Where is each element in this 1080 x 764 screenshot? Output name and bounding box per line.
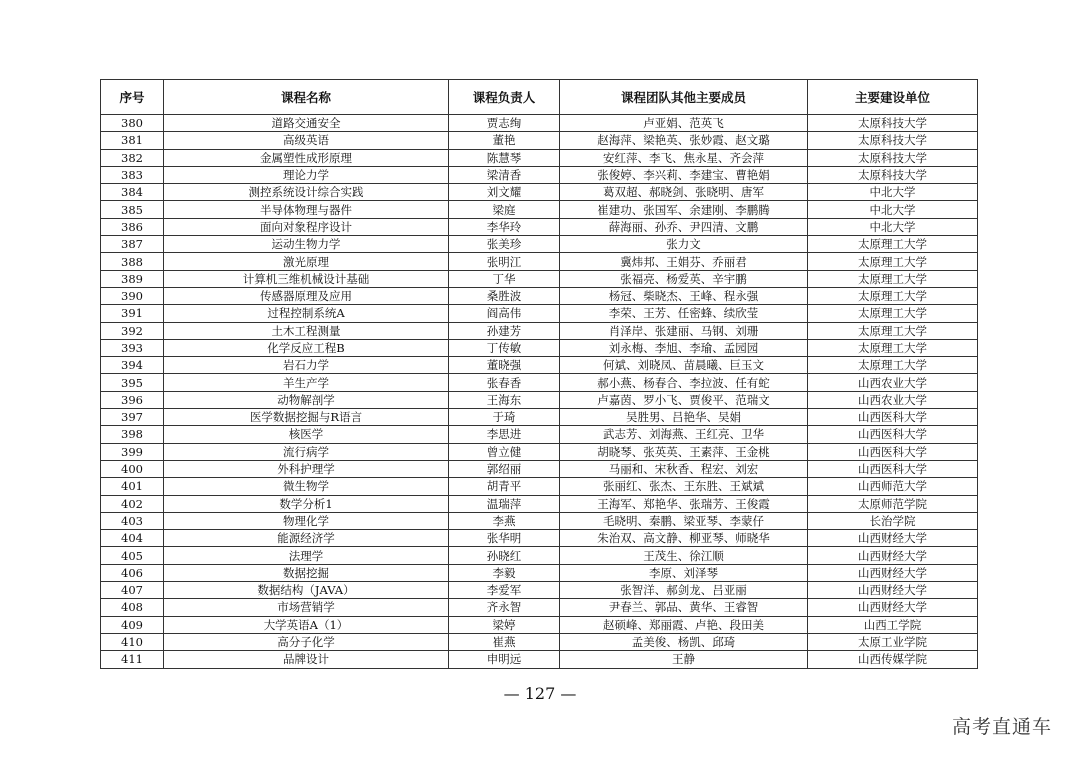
table-row [101, 184, 978, 201]
cell-institution: 太原师范学院 [808, 495, 978, 512]
cell-course-name: 道路交通安全 [164, 115, 449, 132]
cell-index: 390 [101, 287, 164, 304]
cell-course-lead: 刘文耀 [449, 184, 560, 201]
table-row [101, 115, 978, 132]
cell-course-lead: 李思进 [449, 426, 560, 443]
cell-course-lead: 李燕 [449, 512, 560, 529]
cell-course-lead: 贾志绚 [449, 115, 560, 132]
cell-course-lead: 王海东 [449, 391, 560, 408]
cell-team-members: 李原、刘泽琴 [560, 564, 808, 581]
table-row [101, 149, 978, 166]
cell-team-members: 崔建功、张国军、余建刚、李鹏腾 [560, 201, 808, 218]
cell-institution: 山西传媒学院 [808, 651, 978, 668]
cell-course-name: 外科护理学 [164, 460, 449, 477]
table-row [101, 322, 978, 339]
cell-course-lead: 董艳 [449, 132, 560, 149]
table-row [101, 530, 978, 547]
cell-institution: 太原理工大学 [808, 322, 978, 339]
cell-index: 386 [101, 218, 164, 235]
cell-course-lead: 梁婷 [449, 616, 560, 633]
cell-institution: 太原理工大学 [808, 357, 978, 374]
cell-team-members: 赵硕峰、郑丽霞、卢艳、段田美 [560, 616, 808, 633]
cell-index: 383 [101, 166, 164, 183]
cell-course-lead: 孙晓红 [449, 547, 560, 564]
cell-institution: 中北大学 [808, 184, 978, 201]
cell-index: 400 [101, 460, 164, 477]
cell-course-name: 品牌设计 [164, 651, 449, 668]
cell-course-lead: 张春香 [449, 374, 560, 391]
cell-index: 408 [101, 599, 164, 616]
table-row [101, 582, 978, 599]
cell-team-members: 武志芳、刘海燕、王红亮、卫华 [560, 426, 808, 443]
cell-index: 401 [101, 478, 164, 495]
cell-course-lead: 李毅 [449, 564, 560, 581]
cell-institution: 山西师范大学 [808, 478, 978, 495]
cell-institution: 山西医科大学 [808, 443, 978, 460]
cell-index: 380 [101, 115, 164, 132]
cell-team-members: 冀炜邦、王娟芬、乔丽君 [560, 253, 808, 270]
cell-team-members: 赵海萍、梁艳英、张妙霞、赵文璐 [560, 132, 808, 149]
table-row [101, 599, 978, 616]
cell-course-lead: 曾立健 [449, 443, 560, 460]
cell-course-name: 面向对象程序设计 [164, 218, 449, 235]
cell-institution: 山西医科大学 [808, 426, 978, 443]
watermark-text: 高考直通车 [951, 716, 1052, 738]
cell-course-name: 数据结构（JAVA） [164, 582, 449, 599]
cell-institution: 太原科技大学 [808, 166, 978, 183]
cell-course-lead: 阎高伟 [449, 305, 560, 322]
cell-index: 389 [101, 270, 164, 287]
cell-course-name: 高级英语 [164, 132, 449, 149]
cell-institution: 太原理工大学 [808, 253, 978, 270]
cell-index: 404 [101, 530, 164, 547]
cell-institution: 山西医科大学 [808, 409, 978, 426]
header-course-lead: 课程负责人 [449, 80, 560, 115]
cell-institution: 长治学院 [808, 512, 978, 529]
cell-team-members: 马丽和、宋秋香、程宏、刘宏 [560, 460, 808, 477]
cell-institution: 山西财经大学 [808, 599, 978, 616]
cell-course-lead: 齐永智 [449, 599, 560, 616]
cell-institution: 太原理工大学 [808, 270, 978, 287]
cell-course-name: 数据挖掘 [164, 564, 449, 581]
cell-course-name: 半导体物理与器件 [164, 201, 449, 218]
cell-index: 381 [101, 132, 164, 149]
cell-index: 403 [101, 512, 164, 529]
cell-index: 382 [101, 149, 164, 166]
cell-course-lead: 张美珍 [449, 236, 560, 253]
table-row [101, 166, 978, 183]
table-row [101, 236, 978, 253]
table-row [101, 651, 978, 668]
table-row [101, 443, 978, 460]
header-institution: 主要建设单位 [808, 80, 978, 115]
cell-index: 410 [101, 633, 164, 650]
cell-course-name: 能源经济学 [164, 530, 449, 547]
header-index: 序号 [101, 80, 164, 115]
cell-index: 387 [101, 236, 164, 253]
cell-course-name: 运动生物力学 [164, 236, 449, 253]
cell-course-lead: 张华明 [449, 530, 560, 547]
table-row [101, 201, 978, 218]
cell-index: 405 [101, 547, 164, 564]
cell-course-name: 激光原理 [164, 253, 449, 270]
cell-course-lead: 崔燕 [449, 633, 560, 650]
cell-team-members: 毛晓明、秦鹏、梁亚琴、李蒙仔 [560, 512, 808, 529]
cell-team-members: 卢亚娟、范英飞 [560, 115, 808, 132]
cell-team-members: 李荣、王芳、任密蜂、续欣莹 [560, 305, 808, 322]
cell-course-name: 理论力学 [164, 166, 449, 183]
cell-course-name: 流行病学 [164, 443, 449, 460]
cell-course-name: 测控系统设计综合实践 [164, 184, 449, 201]
cell-index: 407 [101, 582, 164, 599]
table-row [101, 218, 978, 235]
table-row [101, 478, 978, 495]
cell-institution: 山西农业大学 [808, 391, 978, 408]
cell-course-lead: 李爱军 [449, 582, 560, 599]
table-row [101, 132, 978, 149]
cell-institution: 山西财经大学 [808, 564, 978, 581]
cell-index: 395 [101, 374, 164, 391]
cell-index: 392 [101, 322, 164, 339]
cell-team-members: 张丽红、张杰、王东胜、王斌斌 [560, 478, 808, 495]
cell-institution: 太原理工大学 [808, 236, 978, 253]
cell-institution: 太原理工大学 [808, 339, 978, 356]
cell-team-members: 尹春兰、郭品、黄华、王睿智 [560, 599, 808, 616]
cell-index: 409 [101, 616, 164, 633]
cell-course-name: 化学反应工程B [164, 339, 449, 356]
table-row [101, 564, 978, 581]
cell-team-members: 王茂生、徐江顺 [560, 547, 808, 564]
cell-course-name: 传感器原理及应用 [164, 287, 449, 304]
table-row [101, 460, 978, 477]
table-row [101, 547, 978, 564]
cell-institution: 山西农业大学 [808, 374, 978, 391]
cell-index: 398 [101, 426, 164, 443]
page-number: — 127 — [503, 684, 577, 703]
cell-course-name: 羊生产学 [164, 374, 449, 391]
table-row [101, 391, 978, 408]
cell-team-members: 孟美俊、杨凯、邱琦 [560, 633, 808, 650]
cell-institution: 山西工学院 [808, 616, 978, 633]
cell-team-members: 张力文 [560, 236, 808, 253]
cell-course-name: 医学数据挖掘与R语言 [164, 409, 449, 426]
cell-team-members: 张俊婷、李兴莉、李建宝、曹艳娟 [560, 166, 808, 183]
cell-index: 399 [101, 443, 164, 460]
header-course-name: 课程名称 [164, 80, 449, 115]
cell-course-name: 过程控制系统A [164, 305, 449, 322]
cell-team-members: 王海军、郑艳华、张瑞芳、王俊霞 [560, 495, 808, 512]
cell-institution: 太原科技大学 [808, 115, 978, 132]
cell-team-members: 胡晓琴、张英英、王素萍、王金桃 [560, 443, 808, 460]
cell-index: 402 [101, 495, 164, 512]
cell-team-members: 杨冠、柴晓杰、王峰、程永强 [560, 287, 808, 304]
cell-team-members: 葛双超、郝晓剑、张晓明、唐军 [560, 184, 808, 201]
course-table [100, 79, 978, 669]
cell-course-name: 微生物学 [164, 478, 449, 495]
cell-institution: 太原科技大学 [808, 149, 978, 166]
table-row [101, 270, 978, 287]
cell-course-name: 物理化学 [164, 512, 449, 529]
cell-index: 384 [101, 184, 164, 201]
cell-team-members: 何斌、刘晓凤、苗晨曦、巨玉文 [560, 357, 808, 374]
cell-course-name: 市场营销学 [164, 599, 449, 616]
cell-course-lead: 于琦 [449, 409, 560, 426]
cell-course-name: 动物解剖学 [164, 391, 449, 408]
cell-index: 406 [101, 564, 164, 581]
cell-course-lead: 温瑞萍 [449, 495, 560, 512]
cell-institution: 中北大学 [808, 218, 978, 235]
table-body [101, 115, 978, 669]
cell-team-members: 安红萍、李飞、焦永星、齐会萍 [560, 149, 808, 166]
cell-team-members: 王静 [560, 651, 808, 668]
cell-course-name: 金属塑性成形原理 [164, 149, 449, 166]
cell-course-lead: 董晓强 [449, 357, 560, 374]
cell-course-lead: 丁华 [449, 270, 560, 287]
cell-course-lead: 郭绍丽 [449, 460, 560, 477]
cell-course-name: 土木工程测量 [164, 322, 449, 339]
cell-institution: 太原科技大学 [808, 132, 978, 149]
cell-index: 391 [101, 305, 164, 322]
table-row [101, 633, 978, 650]
cell-course-lead: 丁传敏 [449, 339, 560, 356]
cell-team-members: 吴胜男、吕艳华、吴娟 [560, 409, 808, 426]
cell-course-lead: 申明远 [449, 651, 560, 668]
table-row [101, 357, 978, 374]
table-row [101, 339, 978, 356]
cell-team-members: 薛海丽、孙乔、尹四清、文鹏 [560, 218, 808, 235]
table-row [101, 409, 978, 426]
cell-course-name: 大学英语A（1） [164, 616, 449, 633]
cell-index: 411 [101, 651, 164, 668]
table-row [101, 512, 978, 529]
cell-course-name: 岩石力学 [164, 357, 449, 374]
cell-course-name: 核医学 [164, 426, 449, 443]
cell-course-name: 计算机三维机械设计基础 [164, 270, 449, 287]
cell-index: 393 [101, 339, 164, 356]
cell-institution: 太原理工大学 [808, 287, 978, 304]
cell-course-lead: 梁庭 [449, 201, 560, 218]
cell-course-lead: 桑胜波 [449, 287, 560, 304]
cell-course-lead: 陈慧琴 [449, 149, 560, 166]
cell-team-members: 郝小燕、杨春合、李拉波、任有蛇 [560, 374, 808, 391]
table-row [101, 616, 978, 633]
cell-team-members: 朱治双、高文静、柳亚琴、师晓华 [560, 530, 808, 547]
cell-course-lead: 孙建芳 [449, 322, 560, 339]
table-row [101, 287, 978, 304]
cell-index: 397 [101, 409, 164, 426]
table-row [101, 495, 978, 512]
cell-team-members: 张智洋、郝剑龙、吕亚丽 [560, 582, 808, 599]
cell-institution: 山西财经大学 [808, 530, 978, 547]
cell-course-name: 高分子化学 [164, 633, 449, 650]
cell-index: 385 [101, 201, 164, 218]
cell-institution: 太原工业学院 [808, 633, 978, 650]
cell-institution: 中北大学 [808, 201, 978, 218]
cell-institution: 太原理工大学 [808, 305, 978, 322]
cell-institution: 山西医科大学 [808, 460, 978, 477]
cell-team-members: 肖泽岸、张建丽、马钢、刘珊 [560, 322, 808, 339]
cell-index: 396 [101, 391, 164, 408]
cell-course-name: 数学分析1 [164, 495, 449, 512]
cell-institution: 山西财经大学 [808, 582, 978, 599]
cell-course-lead: 李华玲 [449, 218, 560, 235]
cell-course-lead: 胡青平 [449, 478, 560, 495]
cell-course-lead: 梁清香 [449, 166, 560, 183]
table-header-row [101, 80, 978, 115]
table-row [101, 253, 978, 270]
table-row [101, 305, 978, 322]
cell-team-members: 刘永梅、李旭、李瑜、孟园园 [560, 339, 808, 356]
cell-index: 394 [101, 357, 164, 374]
cell-team-members: 卢嘉茵、罗小飞、贾俊平、范瑞文 [560, 391, 808, 408]
cell-course-name: 法理学 [164, 547, 449, 564]
table-row [101, 374, 978, 391]
cell-index: 388 [101, 253, 164, 270]
cell-team-members: 张福亮、杨爱英、辛宇鹏 [560, 270, 808, 287]
header-team-members: 课程团队其他主要成员 [560, 80, 808, 115]
table-row [101, 426, 978, 443]
cell-institution: 山西财经大学 [808, 547, 978, 564]
cell-course-lead: 张明江 [449, 253, 560, 270]
